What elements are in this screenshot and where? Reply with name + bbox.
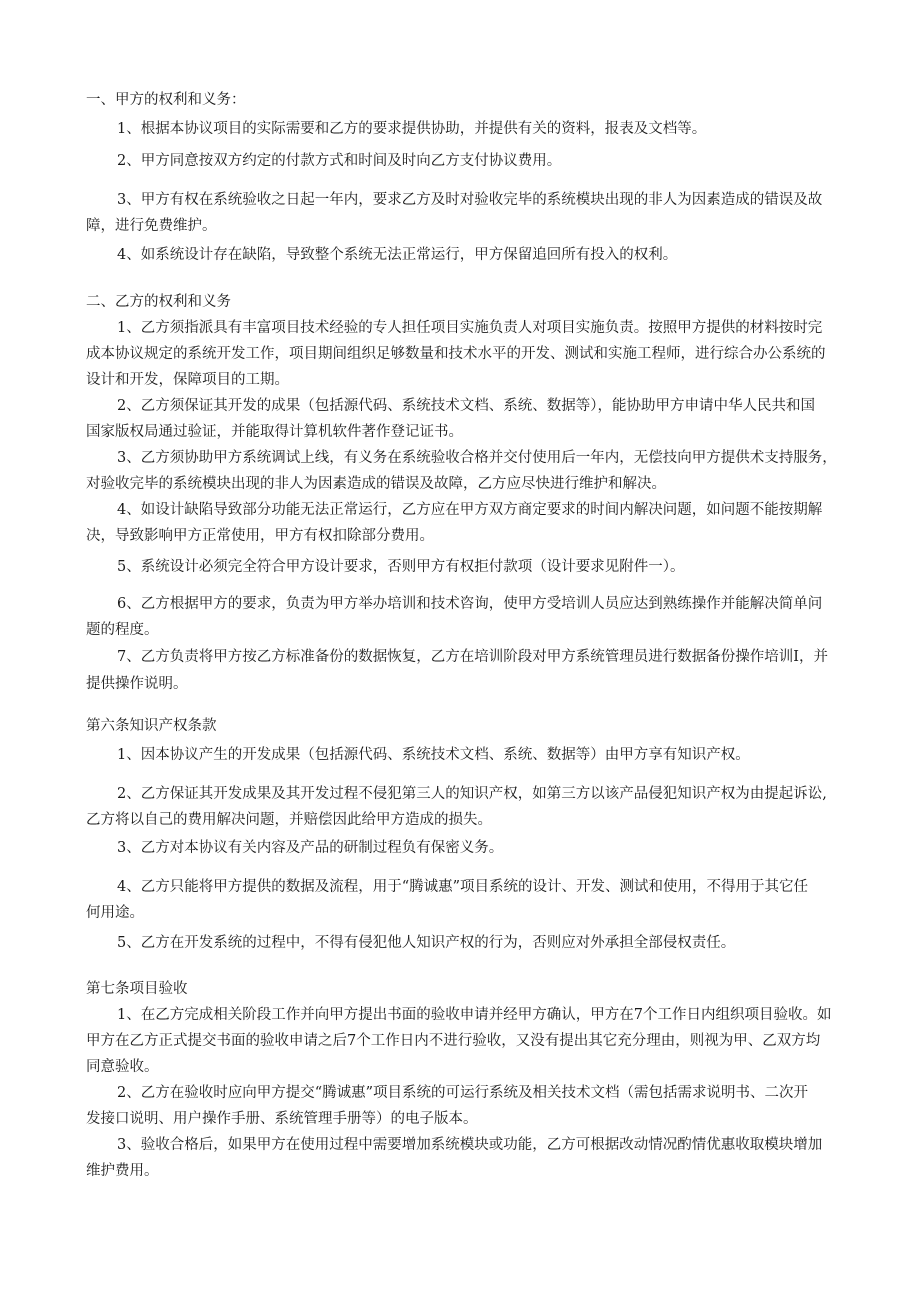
- clause-accept-1-cont-1: 甲方在乙方正式提交书面的验收申请之后7个工作日内不进行验收，又没有提出其它充分理由，则视为甲、乙双方均: [86, 1033, 821, 1049]
- section-heading-ip: 第六条知识产权条款: [86, 718, 217, 734]
- clause-jia-1: 1、根据本协议项目的实际需要和乙方的要求提供协助，并提供有关的资料，报表及文档等。: [117, 121, 707, 137]
- clause-accept-3: 3、验收合格后，如果甲方在使用过程中需要增加系统模块或功能，乙方可根据改动情况酌情优惠收取模块增加: [117, 1137, 823, 1153]
- clause-jia-3-cont: 障，进行免费维护。: [86, 218, 217, 234]
- clause-yi-6: 6、乙方根据甲方的要求，负责为甲方举办培训和技术咨询，使甲方受培训人员应达到熟练操作并能解决简单问: [117, 596, 823, 612]
- clause-accept-1-cont-2: 同意验收。: [86, 1059, 159, 1075]
- clause-yi-4: 4、如设计缺陷导致部分功能无法正常运行，乙方应在甲方双方商定要求的时间内解决问题，如问题不能按期解: [117, 502, 823, 518]
- clause-yi-7: 7、乙方负责将甲方按乙方标准备份的数据恢复，乙方在培训阶段对甲方系统管理员进行数据备份操作培训I，并: [117, 649, 828, 665]
- clause-yi-3-cont: 对验收完毕的系统模块出现的非人为因素造成的错误及故障，乙方应尽快进行维护和解决。: [86, 476, 666, 492]
- clause-yi-2-cont: 国家版权局通过验证，并能取得计算机软件著作登记证书。: [86, 424, 463, 440]
- clause-yi-1-cont-1: 成本协议规定的系统开发工作，项目期间组织足够数量和技术水平的开发、测试和实施工程师，进行综合办公系统的: [86, 346, 826, 362]
- clause-ip-4-cont: 何用途。: [86, 905, 144, 921]
- clause-jia-3: 3、甲方有权在系统验收之日起一年内，要求乙方及时对验收完毕的系统模块出现的非人为因素造成的错误及故: [117, 192, 823, 208]
- clause-yi-1: 1、乙方须指派具有丰富项目技术经验的专人担任项目实施负责人对项目实施负责。按照甲方提供的材料按时完: [117, 320, 823, 336]
- section-heading-jia: 一、甲方的权利和义务：: [86, 92, 246, 108]
- section-heading-yi: 二、乙方的权利和义务: [86, 294, 231, 310]
- clause-yi-6-cont: 题的程度。: [86, 622, 159, 638]
- clause-yi-2: 2、乙方须保证其开发的成果（包括源代码、系统技术文档、系统、数据等），能协助甲方申请中华人民共和国: [117, 398, 815, 414]
- clause-accept-2-cont: 发接口说明、用户操作手册、系统管理手册等）的电子版本。: [86, 1111, 478, 1127]
- clause-jia-2: 2、甲方同意按双方约定的付款方式和时间及时向乙方支付协议费用。: [117, 153, 562, 169]
- clause-yi-4-cont: 决，导致影响甲方正常使用，甲方有权扣除部分费用。: [86, 528, 434, 544]
- clause-ip-2-cont: 乙方将以自己的费用解决问题，并赔偿因此给甲方造成的损失。: [86, 812, 492, 828]
- clause-yi-1-cont-2: 设计和开发，保障项目的工期。: [86, 372, 289, 388]
- clause-yi-7-cont: 提供操作说明。: [86, 676, 188, 692]
- section-heading-accept: 第七条项目验收: [86, 981, 188, 997]
- clause-yi-5: 5、系统设计必须完全符合甲方设计要求，否则甲方有权拒付款项（设计要求见附件一）。: [117, 559, 685, 575]
- clause-jia-4: 4、如系统设计存在缺陷，导致整个系统无法正常运行，甲方保留追回所有投入的权利。: [117, 247, 678, 263]
- clause-ip-1: 1、因本协议产生的开发成果（包括源代码、系统技术文档、系统、数据等）由甲方享有知识产权。: [117, 747, 750, 763]
- clause-ip-2: 2、乙方保证其开发成果及其开发过程不侵犯第三人的知识产权，如第三方以该产品侵犯知识产权为由提起诉讼,: [117, 786, 827, 802]
- clause-ip-5: 5、乙方在开发系统的过程中，不得有侵犯他人知识产权的行为，否则应对外承担全部侵权责任。: [117, 935, 736, 951]
- clause-ip-4: 4、乙方只能将甲方提供的数据及流程，用于“腾诚惠”项目系统的设计、开发、测试和使用，不得用于其它任: [117, 879, 809, 895]
- clause-accept-1: 1、在乙方完成相关阶段工作并向甲方提出书面的验收申请并经甲方确认，甲方在7个工作日内组织项目验收。如: [117, 1007, 832, 1023]
- clause-yi-3: 3、乙方须协助甲方系统调试上线，有义务在系统验收合格并交付使用后一年内，无偿技向甲方提供术支持服务，: [117, 450, 837, 466]
- clause-accept-2: 2、乙方在验收时应向甲方提交“腾诚惠”项目系统的可运行系统及相关技术文档（需包括需求说明书、二次开: [117, 1085, 809, 1101]
- clause-accept-3-cont: 维护费用。: [86, 1163, 159, 1179]
- clause-ip-3: 3、乙方对本协议有关内容及产品的研制过程负有保密义务。: [117, 840, 504, 856]
